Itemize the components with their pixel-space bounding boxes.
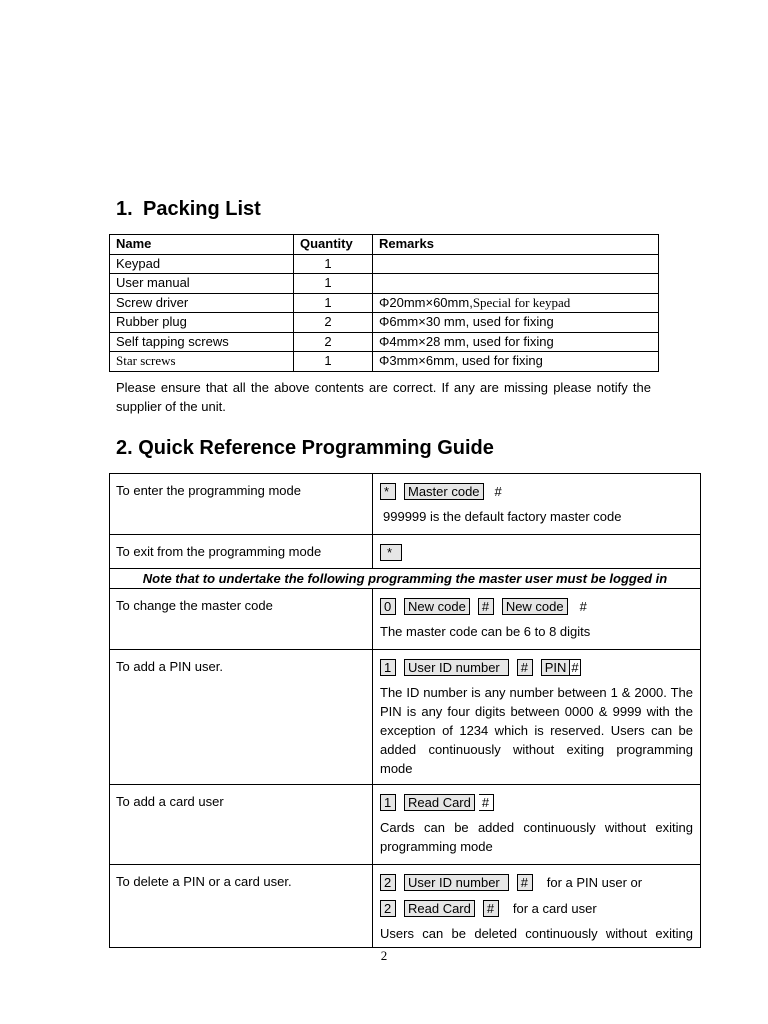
table-row [110, 254, 659, 274]
item-qty: 2 [294, 332, 373, 352]
packing-note: Please ensure that all the above contents are correct. If any are missing please notify the supplier of the unit. [116, 380, 651, 414]
header-quantity: Quantity [294, 235, 373, 255]
key-box: User ID number [404, 659, 509, 676]
table-row [110, 474, 701, 535]
guide-action-steps [373, 650, 701, 785]
item-remark [373, 254, 659, 274]
item-qty: 2 [294, 313, 373, 333]
page-number: 2 [380, 948, 388, 963]
item-remark [373, 274, 659, 294]
table-row [110, 865, 701, 948]
key-box: Master code [404, 483, 484, 500]
item-name: Star screws [110, 352, 294, 372]
key-box: # [517, 659, 533, 676]
key-box: # [517, 874, 533, 891]
guide-action-label: To exit from the programming mode [110, 535, 373, 569]
item-qty: 1 [294, 274, 373, 294]
table-row [110, 313, 659, 333]
guide-action-steps [373, 785, 701, 865]
item-remark-extra: Special for keypad [472, 294, 571, 310]
item-qty: 1 [294, 293, 373, 313]
key-box: # [483, 900, 499, 917]
item-remark: Φ4mm×28 mm, used for fixing [373, 332, 659, 352]
key-box: # [576, 598, 592, 615]
key-sequence [380, 899, 693, 918]
step-description: 999999 is the default factory master code [383, 509, 622, 524]
table-row [110, 274, 659, 294]
key-box: * [380, 483, 396, 500]
key-sequence-suffix: for a card user [512, 901, 597, 916]
guide-heading: 2. Quick Reference Programming Guide [116, 437, 494, 459]
key-box: 0 [380, 598, 396, 615]
packing-list-heading [116, 198, 261, 221]
packing-list-table [109, 234, 659, 372]
key-box: Read Card [404, 900, 475, 917]
item-remark [373, 293, 659, 313]
header-name: Name [110, 235, 294, 255]
key-box: 2 [380, 900, 396, 917]
item-name: Screw driver [110, 293, 294, 313]
table-row [110, 650, 701, 785]
key-box: # [479, 794, 494, 811]
key-box: # [492, 483, 507, 500]
guide-action-steps [373, 474, 701, 535]
table-header-row [110, 235, 659, 255]
table-row [110, 569, 701, 589]
step-description: Cards can be added continuously without exiting programming mode [380, 820, 693, 854]
step-description: The master code can be 6 to 8 digits [380, 624, 591, 639]
table-row [110, 535, 701, 569]
key-sequence [380, 597, 693, 616]
item-remark: Φ6mm×30 mm, used for fixing [373, 313, 659, 333]
key-box: # [570, 659, 581, 676]
key-sequence [380, 482, 693, 501]
guide-action-steps [373, 589, 701, 650]
table-row [110, 332, 659, 352]
key-box: New code [404, 598, 470, 615]
item-qty: 1 [294, 254, 373, 274]
step-description: The ID number is any number between 1 & 2000. The PIN is any four digits between 0000 & 9999 with the exception of 1234 which is reserved. Users can be added continuously without exiting programming mode [380, 685, 693, 776]
guide-action-label: To delete a PIN or a card user. [110, 865, 373, 948]
key-box: User ID number [404, 874, 509, 891]
item-name: Keypad [110, 254, 294, 274]
table-row [110, 352, 659, 372]
key-sequence [380, 543, 693, 562]
key-box: 1 [380, 659, 396, 676]
item-name: User manual [110, 274, 294, 294]
item-name: Rubber plug [110, 313, 294, 333]
table-row [110, 589, 701, 650]
packing-list-number: 1. [116, 198, 133, 220]
guide-action-label: To add a card user [110, 785, 373, 865]
header-remarks: Remarks [373, 235, 659, 255]
key-box: * [380, 544, 402, 561]
table-row [110, 293, 659, 313]
item-remark-size: Φ20mm×60mm, [379, 294, 473, 310]
key-sequence [380, 658, 693, 677]
key-box: New code [502, 598, 568, 615]
key-box: Read Card [404, 794, 475, 811]
guide-action-label: To change the master code [110, 589, 373, 650]
guide-action-label: To enter the programming mode [110, 474, 373, 535]
guide-action-steps [373, 535, 701, 569]
table-row [110, 785, 701, 865]
programming-guide-table [109, 473, 701, 948]
key-sequence [380, 873, 693, 892]
login-notice: Note that to undertake the following programming the master user must be logged in [110, 569, 701, 589]
packing-list-title: Packing List [143, 198, 261, 220]
item-name: Self tapping screws [110, 332, 294, 352]
key-sequence [380, 793, 693, 812]
key-sequence-suffix: for a PIN user or [546, 875, 643, 890]
item-qty: 1 [294, 352, 373, 372]
key-box: 2 [380, 874, 396, 891]
guide-action-steps [373, 865, 701, 948]
key-box: # [478, 598, 494, 615]
item-remark: Φ3mm×6mm, used for fixing [373, 352, 659, 372]
guide-action-label: To add a PIN user. [110, 650, 373, 785]
key-box: 1 [380, 794, 396, 811]
step-description: Users can be deleted continuously without exiting [380, 926, 693, 941]
key-box: PIN [541, 659, 571, 676]
